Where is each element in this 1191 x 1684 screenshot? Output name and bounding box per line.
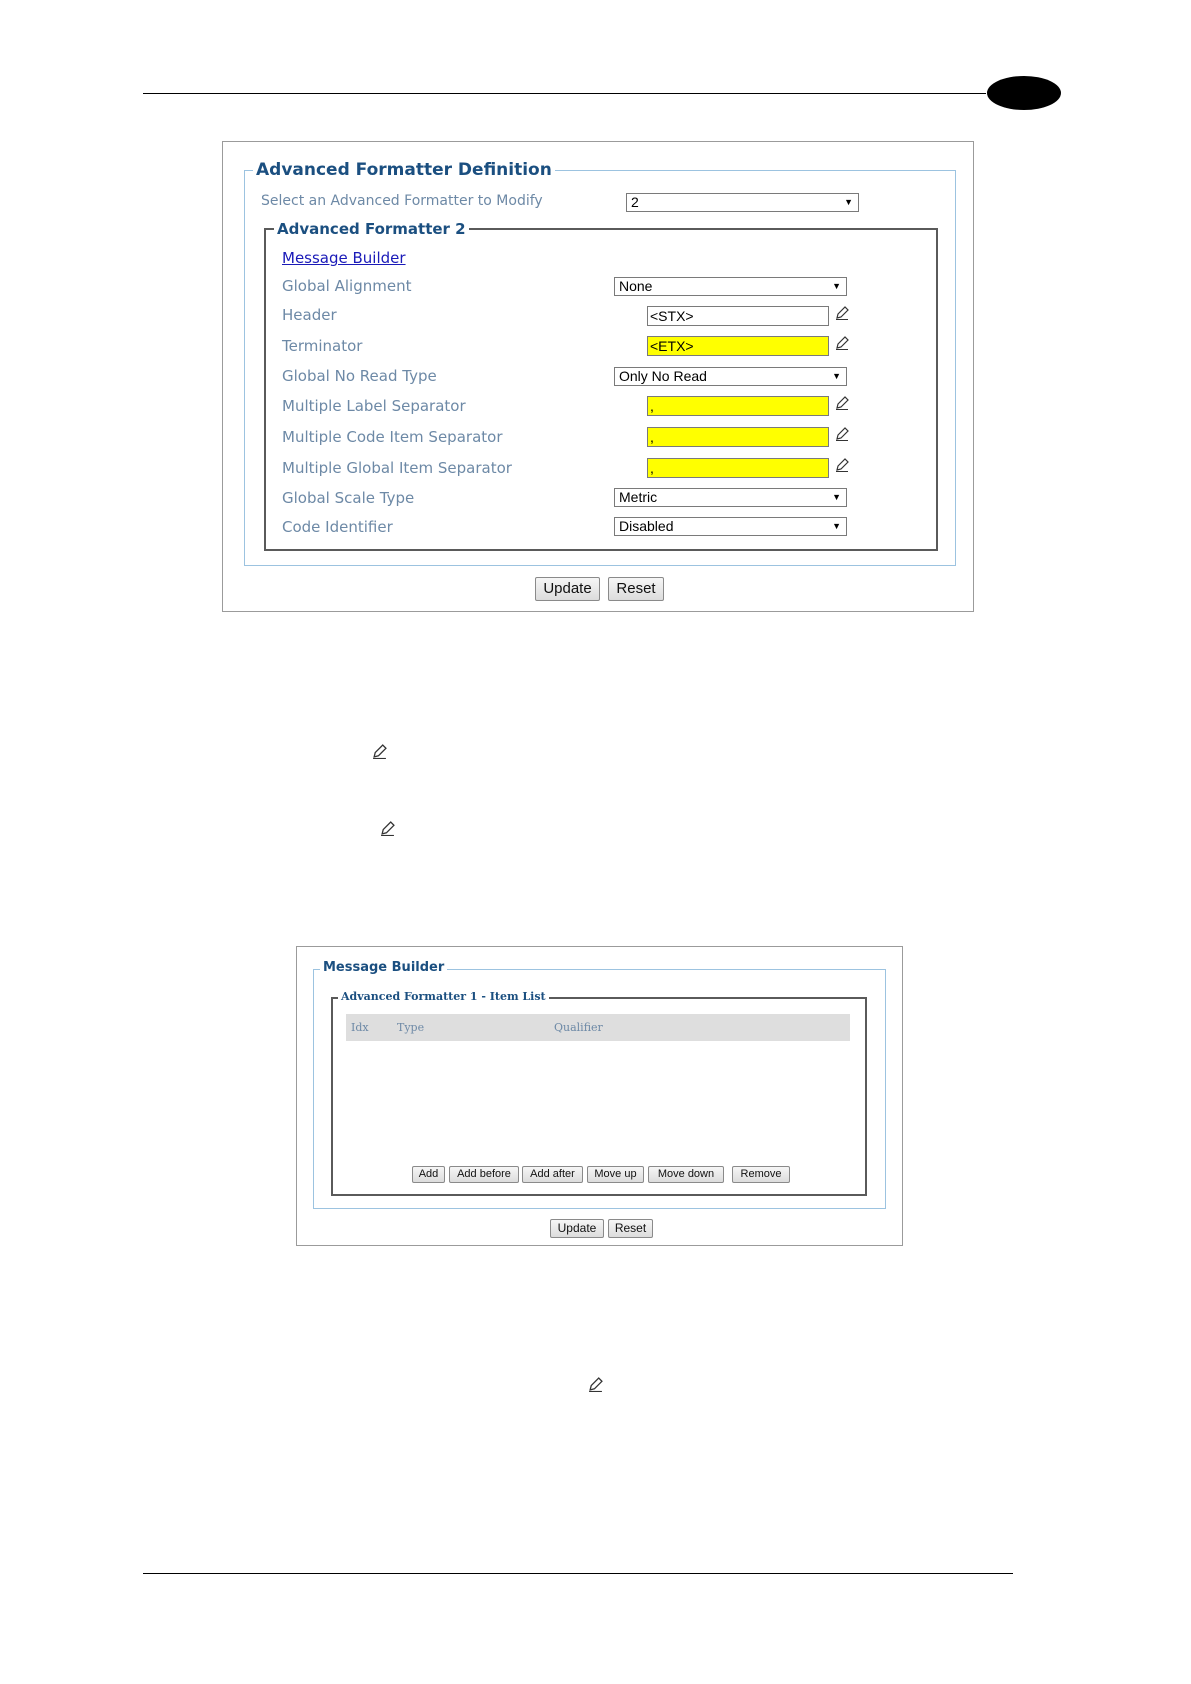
pencil-edit-icon xyxy=(380,821,395,836)
label-separator-field[interactable]: , xyxy=(647,396,829,416)
code-identifier-value: Disabled xyxy=(619,518,674,534)
pencil-edit-icon[interactable] xyxy=(835,458,849,472)
pencil-edit-icon xyxy=(588,1377,603,1392)
select-formatter-label: Select an Advanced Formatter to Modify xyxy=(261,193,543,209)
item-list-legend: Advanced Formatter 1 - Item List xyxy=(338,990,549,1003)
formatter-select-value: 2 xyxy=(631,194,639,210)
label-separator-label: Multiple Label Separator xyxy=(282,397,466,415)
global-item-separator-field[interactable]: , xyxy=(647,458,829,478)
update-button[interactable]: Update xyxy=(535,577,600,601)
no-read-type-select[interactable] xyxy=(614,367,847,386)
code-item-separator-label: Multiple Code Item Separator xyxy=(282,428,503,446)
formatter-select[interactable] xyxy=(626,193,859,212)
reset-button[interactable]: Reset xyxy=(608,1219,653,1238)
advanced-formatter-screenshot xyxy=(222,141,974,612)
message-builder-screenshot xyxy=(296,946,903,1246)
header-label: Header xyxy=(282,306,337,324)
bottom-rule xyxy=(143,1573,1013,1574)
top-rule xyxy=(143,93,986,94)
column-idx: Idx xyxy=(351,1021,369,1034)
reset-button[interactable]: Reset xyxy=(608,577,664,601)
global-alignment-select[interactable] xyxy=(614,277,847,296)
add-after-button[interactable]: Add after xyxy=(522,1166,583,1183)
add-before-button[interactable]: Add before xyxy=(449,1166,519,1183)
terminator-field[interactable]: <ETX> xyxy=(647,336,829,356)
header-field[interactable]: <STX> xyxy=(647,306,829,326)
triangle-down-icon: ▼ xyxy=(832,371,841,381)
remove-button[interactable]: Remove xyxy=(732,1166,790,1183)
scale-type-select[interactable] xyxy=(614,488,847,507)
code-item-separator-field[interactable]: , xyxy=(647,427,829,447)
global-item-separator-label: Multiple Global Item Separator xyxy=(282,459,512,477)
triangle-down-icon: ▼ xyxy=(832,281,841,291)
column-type: Type xyxy=(397,1021,425,1034)
advanced-formatter-2-legend: Advanced Formatter 2 xyxy=(274,220,469,238)
pencil-edit-icon[interactable] xyxy=(835,336,849,350)
global-alignment-value: None xyxy=(619,278,653,294)
triangle-down-icon: ▼ xyxy=(832,521,841,531)
global-alignment-label: Global Alignment xyxy=(282,277,412,295)
scale-type-value: Metric xyxy=(619,489,658,505)
scale-type-label: Global Scale Type xyxy=(282,489,415,507)
message-builder-link[interactable]: Message Builder xyxy=(282,249,406,267)
column-qualifier: Qualifier xyxy=(554,1021,603,1034)
triangle-down-icon: ▼ xyxy=(844,197,853,207)
move-down-button[interactable]: Move down xyxy=(648,1166,724,1183)
update-button[interactable]: Update xyxy=(550,1219,604,1238)
code-identifier-label: Code Identifier xyxy=(282,518,393,536)
chapter-tab-marker xyxy=(987,76,1061,110)
item-list-header xyxy=(346,1014,850,1041)
pencil-edit-icon xyxy=(372,744,387,759)
pencil-edit-icon[interactable] xyxy=(835,306,849,320)
add-button[interactable]: Add xyxy=(412,1166,445,1183)
terminator-label: Terminator xyxy=(282,337,363,355)
code-identifier-select[interactable] xyxy=(614,517,847,536)
message-builder-legend: Message Builder xyxy=(320,960,447,975)
move-up-button[interactable]: Move up xyxy=(587,1166,644,1183)
pencil-edit-icon[interactable] xyxy=(835,427,849,441)
triangle-down-icon: ▼ xyxy=(832,492,841,502)
pencil-edit-icon[interactable] xyxy=(835,396,849,410)
advanced-formatter-definition-legend: Advanced Formatter Definition xyxy=(253,160,555,180)
no-read-type-value: Only No Read xyxy=(619,368,707,384)
no-read-type-label: Global No Read Type xyxy=(282,367,437,385)
